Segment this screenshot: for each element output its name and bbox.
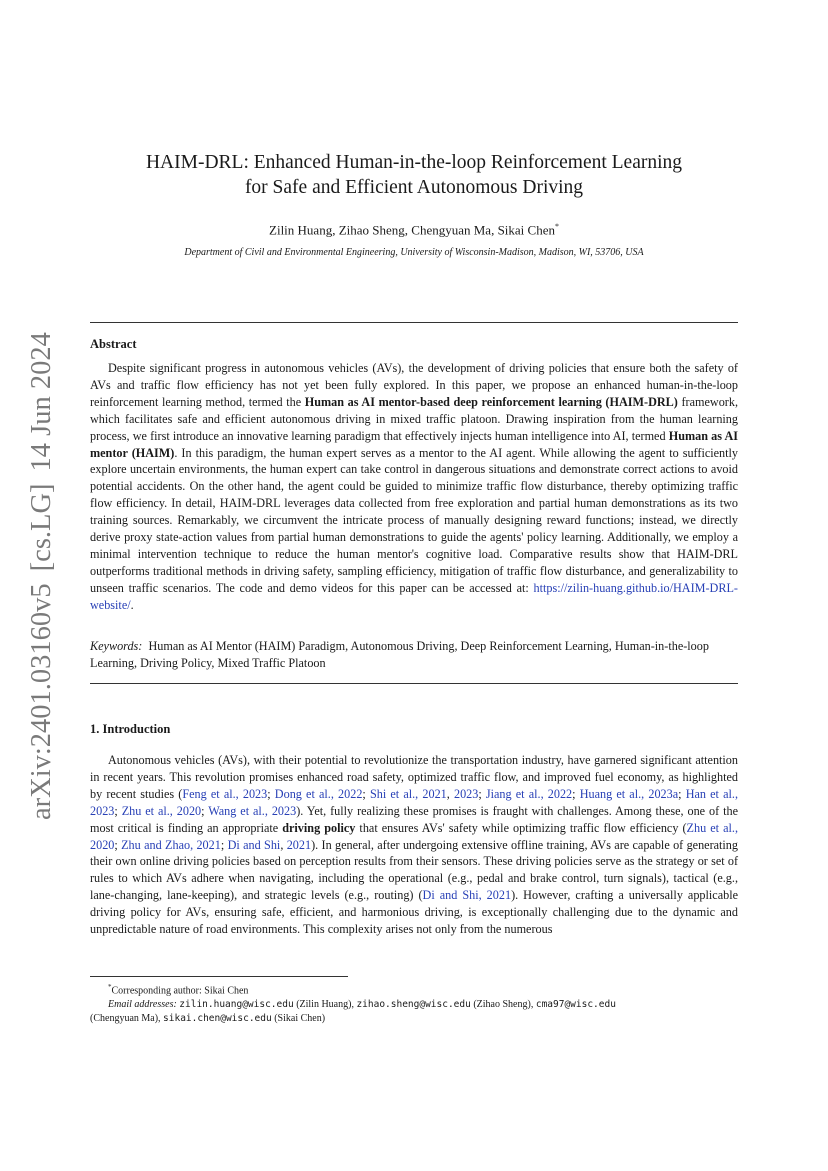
footnote-rule <box>90 976 348 977</box>
title-line-1: HAIM-DRL: Enhanced Human-in-the-loop Reinforcement Learning <box>145 152 683 173</box>
abstract-text-3: . In this paradigm, the human expert serves as a mentor to the AI agent. While allowing the agent to sufficiently explore uncertain environments, the human expert can take control in dangerous situations and demonstrate correct actions to avoid potential accidents. On the other hand, the agent could be guided to minimize traffic flow disturbance, thereby optimizing traffic flow efficiency. In detail, HAIM-DRL leverages data collected from free exploration and partial human demonstrations as its two training sources. Remarkably, we circumvent the intricate process of manually designing reward functions; instead, we directly derive proxy state-action values from partial human demonstrations to guide the agents' policy learning. Additionally, we employ a minimal intervention technique to reduce the human mentor's cognitive load. Comparative results show that HAIM-DRL outperforms traditional methods in driving safety, sampling efficiency, mitigation of traffic flow disturbance, and generalizability to unseen traffic scenarios. The code and demo videos for this paper can be accessed at: <box>90 445 738 595</box>
citation-separator: ; <box>114 803 122 818</box>
citation[interactable]: Wang et al., 2023 <box>208 803 297 818</box>
citation-separator: , <box>446 786 454 801</box>
intro-text-5: ). However, crafting a universally applicable driving policy for AVs, ensuring safe, efficient, and harmonious driving, is exceptionally challenging due to the dynamic and unpredictable nature of road environments. This complexity arises not only from the numerous <box>90 888 738 937</box>
abstract-bold-2: Human as AI mentor (HAIM) <box>90 428 738 460</box>
email-owner: (Zihao Sheng), <box>470 999 536 1011</box>
abstract-bottom-rule <box>90 683 738 684</box>
section-heading-introduction: 1. Introduction <box>90 722 171 736</box>
footnote-mark: * <box>108 983 112 991</box>
email-address[interactable]: zilin.huang@wisc.edu <box>179 999 294 1011</box>
abstract-text-1: Despite significant progress in autonomous vehicles (AVs), the development of driving policies that ensure both the safety of AVs and traffic flow efficiency has not yet been fully explored. In this paper, we propose an enhanced human-in-the-loop reinforcement learning method, termed the <box>90 361 738 409</box>
citation[interactable]: Zhu and Zhao, 2021 <box>121 837 221 852</box>
abstract-bold-1: Human as AI mentor-based deep reinforcement learning (HAIM-DRL) <box>304 394 678 409</box>
citation[interactable]: Shi et al., 2021 <box>369 786 447 801</box>
abstract-text-4: . <box>130 597 134 612</box>
intro-text-4: ). In general, after undergoing extensive offline training, AVs are capable of generating their own online driving policies based on perception results from their sensors. These driving policies serve as the strategy or set of rules to which AVs adhere when navigating, including the operational (e.g., pedal and brake control, turn signals), tactical (e.g., lane-changing, lane-keeping), and strategic levels (e.g., routing) ( <box>90 837 738 903</box>
footnote-emails-cont <box>90 1012 738 1026</box>
intro-text-2: ). Yet, fully realizing these promises is fraught with challenges. Among these, one of the most critical is finding an appropriate <box>90 803 738 835</box>
title-line-2: for Safe and Efficient Autonomous Driving <box>244 177 584 198</box>
citation-separator: ; <box>572 786 580 801</box>
abstract-body <box>90 360 738 614</box>
intro-text-1: Autonomous vehicles (AVs), with their potential to revolutionize the transportation industry, have garnered significant attention in recent years. This revolution promises enhanced road safety, optimized traffic flow, and improved fuel economy, as highlighted by recent studies ( <box>90 753 738 801</box>
paper-title <box>0 150 828 200</box>
citation-separator: ; <box>362 786 370 801</box>
abstract-heading: Abstract <box>90 337 137 351</box>
project-website-link[interactable]: https://zilin-huang.github.io/HAIM-DRL-website/ <box>90 580 738 612</box>
citation[interactable]: 2023 <box>453 786 479 801</box>
intro-text-3: that ensures AVs' safety while optimizing traffic flow efficiency ( <box>355 820 687 835</box>
email-owner: (Sikai Chen) <box>271 1013 326 1025</box>
citation-separator: ; <box>267 786 275 801</box>
citation[interactable]: Di and Shi <box>227 837 281 852</box>
email-label: Email addresses: <box>108 999 177 1011</box>
introduction-body <box>90 752 738 938</box>
footnote-emails <box>90 998 738 1012</box>
keywords-text: Human as AI Mentor (HAIM) Paradigm, Autonomous Driving, Deep Reinforcement Learning, Human-in-the-loop Learning, Driving Policy, Mixed Traffic Platoon <box>90 639 709 670</box>
corresponding-author: Corresponding author: Sikai Chen <box>111 985 249 997</box>
email-address[interactable]: zihao.sheng@wisc.edu <box>356 999 471 1011</box>
arxiv-date: 14 Jun 2024 <box>26 332 57 472</box>
citation-separator: ; <box>220 837 228 852</box>
footnote <box>90 980 738 1026</box>
citation-separator: , <box>280 837 287 852</box>
keywords-label: Keywords: <box>90 639 143 653</box>
citation-separator: ; <box>678 786 686 801</box>
citation[interactable]: Di and Shi, 2021 <box>422 888 512 903</box>
email-address[interactable]: sikai.chen@wisc.edu <box>163 1013 272 1025</box>
citation[interactable]: Feng et al., 2023 <box>182 786 268 801</box>
arxiv-id: arXiv:2401.03160v5 <box>26 583 57 820</box>
citation-separator: ; <box>201 803 209 818</box>
citation-separator: ; <box>478 786 486 801</box>
abstract-text-2: framework, which facilitates safe and efficient autonomous driving in mixed traffic platoon. Drawing inspiration from the human learning process, we first introduce an innovative learning paradigm that effectively injects human intelligence into AI, termed <box>90 394 739 443</box>
citation[interactable]: Han et al., 2023 <box>90 786 738 818</box>
abstract-top-rule <box>90 322 738 323</box>
arxiv-side-label <box>22 332 62 826</box>
email-address[interactable]: cma97@wisc.edu <box>535 999 616 1011</box>
email-owner: (Chengyuan Ma), <box>90 1013 164 1025</box>
footnote-corresponding <box>90 980 738 998</box>
affiliation: Department of Civil and Environmental Engineering, University of Wisconsin-Madison, Madison, WI, 53706, USA <box>184 247 644 258</box>
citation[interactable]: Jiang et al., 2022 <box>485 786 573 801</box>
arxiv-category: [cs.LG] <box>26 483 57 572</box>
author-mark: * <box>554 222 559 231</box>
citation[interactable]: Dong et al., 2022 <box>274 786 363 801</box>
authors-text: Zilin Huang, Zihao Sheng, Chengyuan Ma, Sikai Chen <box>269 222 555 238</box>
email-owner: (Zilin Huang), <box>293 999 357 1011</box>
citation[interactable]: 2021 <box>286 837 312 852</box>
keywords <box>90 638 738 672</box>
citation-separator: ; <box>114 837 122 852</box>
author-list <box>0 222 828 238</box>
citation[interactable]: Zhu et al., 2020 <box>90 820 738 852</box>
citation[interactable]: Huang et al., 2023a <box>579 786 679 801</box>
intro-bold-driving-policy: driving policy <box>282 820 356 835</box>
citation[interactable]: Zhu et al., 2020 <box>121 803 202 818</box>
